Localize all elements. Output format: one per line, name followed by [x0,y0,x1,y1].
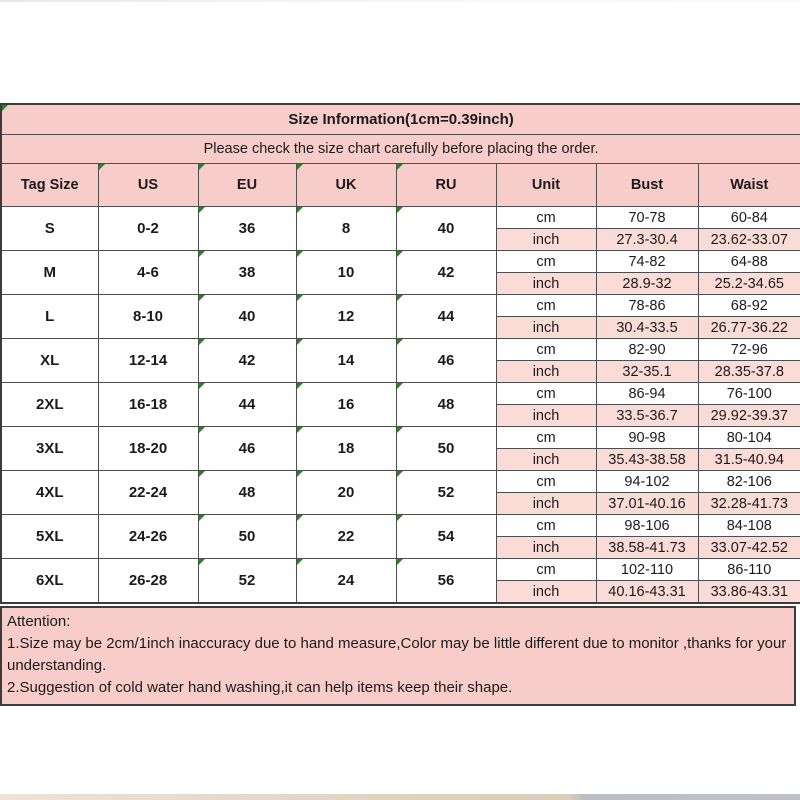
size-chart-table [0,103,800,604]
waist-inch-value: 32.28-41.73 [698,493,800,515]
eu-size-value: 38 [238,264,256,281]
uk-size-value: 16 [337,396,355,413]
col-header-eu-label: EU [236,177,258,193]
excel-flag-icon [297,427,303,433]
bust-inch-value: 28.9-32 [596,273,698,295]
uk-size-value: 22 [337,528,355,545]
col-header-us-label: US [137,177,159,193]
excel-flag-icon [297,559,303,565]
title-text: Size Information(1cm=0.39inch) [288,111,514,128]
waist-inch-value: 23.62-33.07 [698,229,800,251]
waist-cm-value: 72-96 [698,339,800,361]
excel-flag-icon [297,251,303,257]
uk-size-cell [296,207,396,251]
attention-note [0,606,796,706]
us-size-cell: 8-10 [98,295,198,339]
size-info-title [1,104,800,135]
unit-cm-label: cm [496,471,596,493]
tag-size-cell: 6XL [1,559,98,604]
tag-size-cell: 4XL [1,471,98,515]
unit-inch-label: inch [496,581,596,604]
excel-flag-icon [397,471,403,477]
uk-size-cell [296,295,396,339]
bust-cm-value: 94-102 [596,471,698,493]
waist-inch-value: 33.86-43.31 [698,581,800,604]
ru-size-cell [396,339,496,383]
unit-cm-label: cm [496,339,596,361]
us-size-cell: 26-28 [98,559,198,604]
uk-size-value: 24 [337,572,355,589]
ru-size-value: 42 [437,264,455,281]
bust-cm-value: 82-90 [596,339,698,361]
bottom-edge-artifact [0,794,800,800]
excel-flag-icon [397,164,403,170]
excel-flag-icon [297,207,303,213]
eu-size-cell [198,251,296,295]
us-size-cell: 4-6 [98,251,198,295]
waist-inch-value: 25.2-34.65 [698,273,800,295]
waist-cm-value: 84-108 [698,515,800,537]
ru-size-cell [396,559,496,604]
excel-flag-icon [199,339,205,345]
bust-cm-value: 98-106 [596,515,698,537]
uk-size-cell [296,559,396,604]
excel-flag-icon [199,515,205,521]
tag-size-cell: 5XL [1,515,98,559]
unit-inch-label: inch [496,317,596,339]
excel-flag-icon [397,515,403,521]
us-size-cell: 18-20 [98,427,198,471]
excel-flag-icon [199,471,205,477]
tag-size-cell: L [1,295,98,339]
ru-size-value: 48 [437,396,455,413]
uk-size-value: 14 [337,352,355,369]
bust-inch-value: 27.3-30.4 [596,229,698,251]
eu-size-value: 46 [238,440,256,457]
col-header-ru-label: RU [435,177,457,193]
excel-flag-icon [297,295,303,301]
col-header-unit: Unit [496,164,596,207]
eu-size-value: 48 [238,484,256,501]
waist-cm-value: 68-92 [698,295,800,317]
tag-size-cell: 3XL [1,427,98,471]
excel-flag-icon [397,559,403,565]
ru-size-value: 46 [437,352,455,369]
bust-inch-value: 35.43-38.58 [596,449,698,471]
ru-size-value: 52 [437,484,455,501]
attention-heading: Attention: [7,613,71,630]
ru-size-cell [396,427,496,471]
size-chart-warning: Please check the size chart carefully before placing the order. [1,135,800,164]
uk-size-value: 20 [337,484,355,501]
excel-flag-icon [397,427,403,433]
ru-size-cell [396,383,496,427]
waist-cm-value: 80-104 [698,427,800,449]
excel-flag-icon [199,427,205,433]
us-size-cell: 12-14 [98,339,198,383]
col-header-tag-size: Tag Size [1,164,98,207]
excel-flag-icon [99,164,105,170]
col-header-uk [296,164,396,207]
tag-size-cell: S [1,207,98,251]
excel-flag-icon [2,105,8,111]
ru-size-value: 56 [437,572,455,589]
uk-size-cell [296,383,396,427]
waist-inch-value: 33.07-42.52 [698,537,800,559]
eu-size-value: 40 [238,308,256,325]
unit-cm-label: cm [496,559,596,581]
eu-size-cell [198,383,296,427]
waist-cm-value: 64-88 [698,251,800,273]
ru-size-cell [396,207,496,251]
col-header-bust: Bust [596,164,698,207]
unit-cm-label: cm [496,251,596,273]
content-stack [0,103,800,706]
excel-flag-icon [297,383,303,389]
excel-flag-icon [397,207,403,213]
eu-size-cell [198,207,296,251]
waist-cm-value: 60-84 [698,207,800,229]
eu-size-cell [198,471,296,515]
col-header-waist: Waist [698,164,800,207]
bust-inch-value: 40.16-43.31 [596,581,698,604]
waist-inch-value: 26.77-36.22 [698,317,800,339]
excel-flag-icon [397,295,403,301]
uk-size-cell [296,251,396,295]
waist-cm-value: 82-106 [698,471,800,493]
excel-flag-icon [199,164,205,170]
excel-flag-icon [199,295,205,301]
bust-cm-value: 74-82 [596,251,698,273]
excel-flag-icon [199,207,205,213]
uk-size-cell [296,427,396,471]
eu-size-value: 44 [238,396,256,413]
excel-flag-icon [199,251,205,257]
us-size-cell: 24-26 [98,515,198,559]
eu-size-cell [198,427,296,471]
unit-cm-label: cm [496,207,596,229]
excel-flag-icon [397,251,403,257]
eu-size-cell [198,295,296,339]
bust-cm-value: 90-98 [596,427,698,449]
unit-cm-label: cm [496,383,596,405]
unit-inch-label: inch [496,361,596,383]
excel-flag-icon [199,559,205,565]
eu-size-cell [198,559,296,604]
ru-size-value: 50 [437,440,455,457]
tag-size-cell: 2XL [1,383,98,427]
ru-size-value: 40 [437,220,455,237]
unit-inch-label: inch [496,537,596,559]
tag-size-cell: XL [1,339,98,383]
excel-flag-icon [397,383,403,389]
bust-cm-value: 78-86 [596,295,698,317]
top-edge-artifact [0,0,800,2]
waist-cm-value: 76-100 [698,383,800,405]
unit-inch-label: inch [496,229,596,251]
eu-size-cell [198,339,296,383]
waist-cm-value: 86-110 [698,559,800,581]
unit-inch-label: inch [496,273,596,295]
ru-size-cell [396,295,496,339]
ru-size-cell [396,471,496,515]
unit-cm-label: cm [496,515,596,537]
unit-cm-label: cm [496,295,596,317]
col-header-us [98,164,198,207]
excel-flag-icon [297,471,303,477]
waist-inch-value: 31.5-40.94 [698,449,800,471]
bust-inch-value: 30.4-33.5 [596,317,698,339]
excel-flag-icon [297,339,303,345]
bust-cm-value: 102-110 [596,559,698,581]
waist-inch-value: 28.35-37.8 [698,361,800,383]
us-size-cell: 22-24 [98,471,198,515]
ru-size-value: 54 [437,528,455,545]
excel-flag-icon [297,164,303,170]
ru-size-cell [396,251,496,295]
uk-size-cell [296,515,396,559]
uk-size-value: 18 [337,440,355,457]
uk-size-value: 8 [341,220,351,237]
us-size-cell: 16-18 [98,383,198,427]
attention-line-1: 1.Size may be 2cm/1inch inaccuracy due to hand measure,Color may be little different due to monitor ,thanks for your understanding. [7,635,787,674]
eu-size-value: 52 [238,572,256,589]
ru-size-value: 44 [437,308,455,325]
tag-size-cell: M [1,251,98,295]
eu-size-value: 42 [238,352,256,369]
eu-size-cell [198,515,296,559]
bust-inch-value: 32-35.1 [596,361,698,383]
col-header-uk-label: UK [335,177,357,193]
excel-flag-icon [397,339,403,345]
eu-size-value: 36 [238,220,256,237]
attention-line-2: 2.Suggestion of cold water hand washing,it can help items keep their shape. [7,679,513,696]
col-header-ru [396,164,496,207]
excel-flag-icon [199,383,205,389]
unit-cm-label: cm [496,427,596,449]
us-size-cell: 0-2 [98,207,198,251]
uk-size-cell [296,471,396,515]
bust-inch-value: 38.58-41.73 [596,537,698,559]
uk-size-value: 10 [337,264,355,281]
bust-inch-value: 37.01-40.16 [596,493,698,515]
uk-size-cell [296,339,396,383]
waist-inch-value: 29.92-39.37 [698,405,800,427]
col-header-eu [198,164,296,207]
ru-size-cell [396,515,496,559]
unit-inch-label: inch [496,493,596,515]
unit-inch-label: inch [496,405,596,427]
excel-flag-icon [297,515,303,521]
uk-size-value: 12 [337,308,355,325]
bust-cm-value: 86-94 [596,383,698,405]
bust-cm-value: 70-78 [596,207,698,229]
unit-inch-label: inch [496,449,596,471]
bust-inch-value: 33.5-36.7 [596,405,698,427]
eu-size-value: 50 [238,528,256,545]
